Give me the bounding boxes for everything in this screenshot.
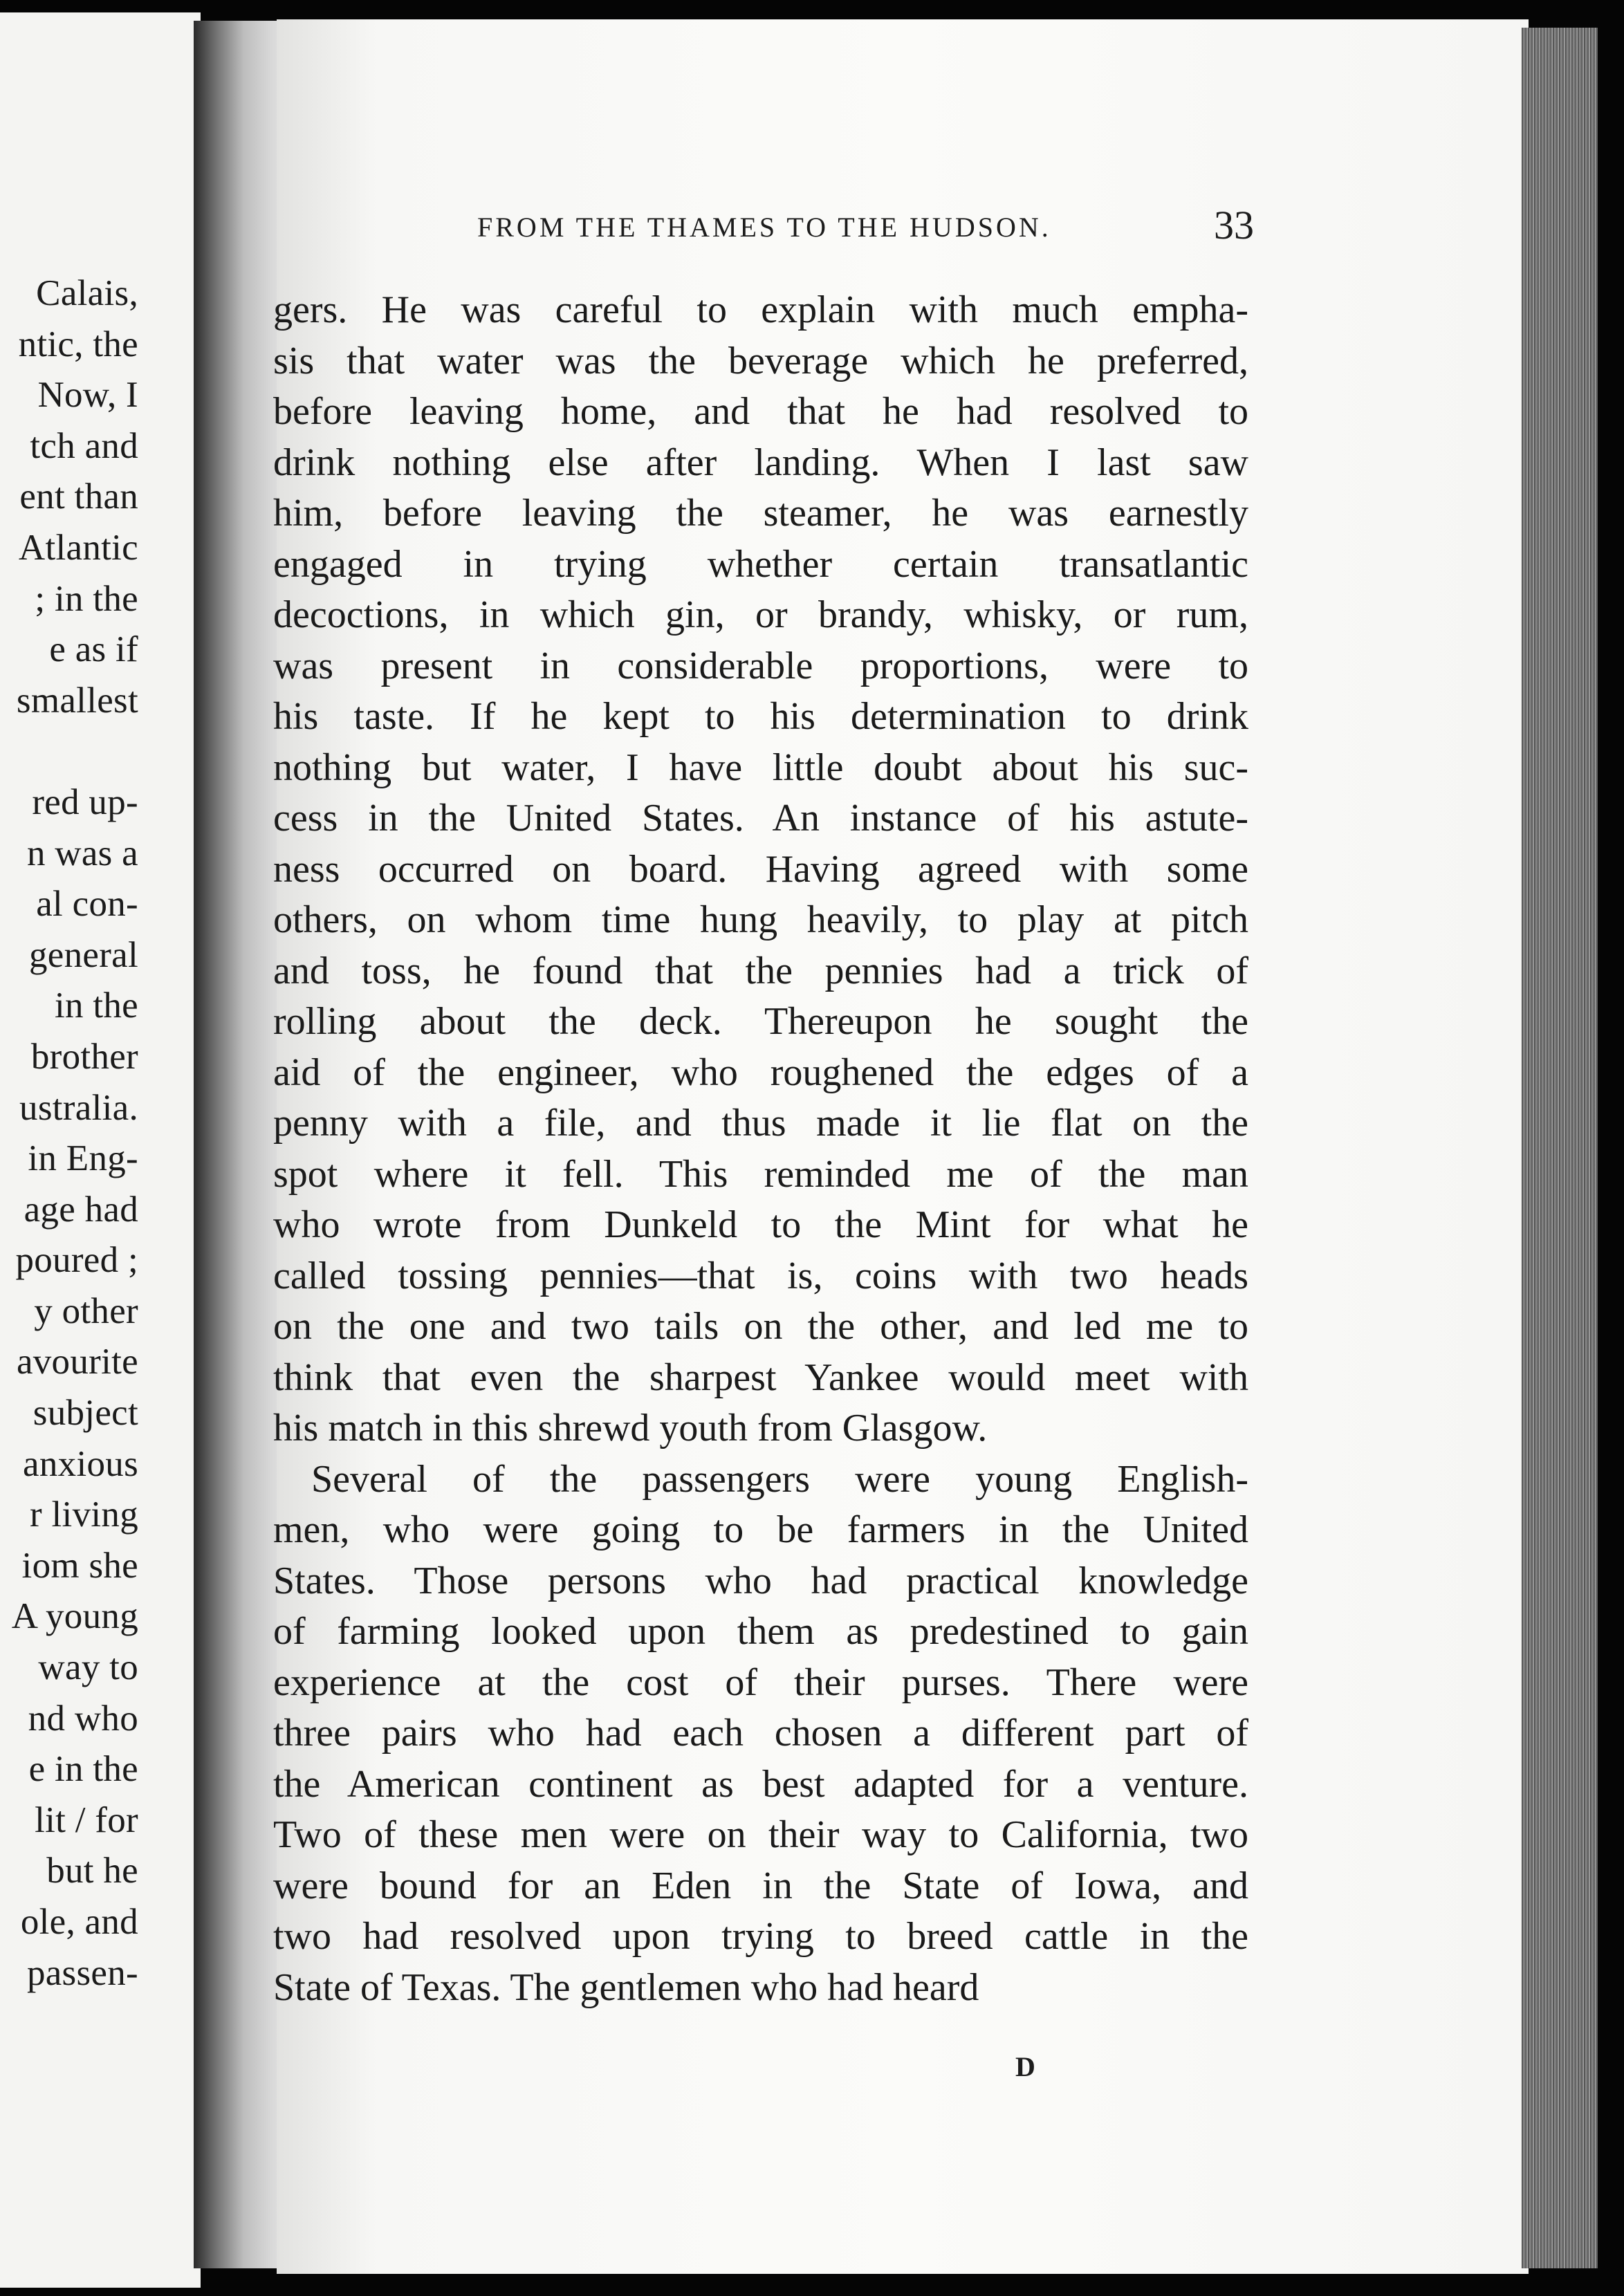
left-page-line: e in the — [28, 1749, 138, 1790]
left-page-line: way to — [38, 1647, 138, 1688]
text-line: and toss, he found that the pennies had a trick of — [273, 949, 1248, 992]
left-page-line: avourite — [16, 1342, 138, 1382]
signature-mark: D — [1015, 2051, 1035, 2082]
left-page-line: iom she — [21, 1545, 138, 1586]
left-page-line: ustralia. — [19, 1087, 138, 1128]
left-page-line: ntic, the — [18, 324, 138, 364]
page-number: 33 — [1214, 203, 1254, 248]
running-head: FROM THE THAMES TO THE HUDSON. — [477, 212, 1051, 243]
left-page-line: passen- — [26, 1952, 138, 1993]
text-line: of farming looked upon them as predestined to gain — [273, 1610, 1248, 1653]
text-line: decoctions, in which gin, or brandy, whisky, or rum, — [273, 593, 1248, 636]
left-page-line: tch and — [30, 425, 138, 466]
text-line: States. Those persons who had practical knowledge — [273, 1559, 1248, 1602]
text-line: him, before leaving the steamer, he was earnestly — [273, 492, 1248, 535]
text-line: three pairs who had each chosen a different part of — [273, 1712, 1248, 1755]
left-page-line: r living — [30, 1494, 138, 1535]
text-line: State of Texas. The gentlemen who had heard — [273, 1965, 979, 2009]
text-line: think that even the sharpest Yankee would meet with — [273, 1355, 1248, 1399]
left-page-line: age had — [24, 1189, 138, 1230]
left-page-line: poured ; — [15, 1240, 138, 1281]
text-line: ness occurred on board. Having agreed with some — [273, 847, 1248, 891]
text-line: others, on whom time hung heavily, to play at pitch — [273, 898, 1248, 941]
text-line: cess in the United States. An instance of his astute- — [273, 797, 1248, 840]
text-line: who wrote from Dunkeld to the Mint for what he — [273, 1203, 1248, 1246]
page-edges — [1522, 28, 1598, 2268]
text-line: his taste. If he kept to his determination to drink — [273, 695, 1248, 738]
text-line: were bound for an Eden in the State of Iowa, and — [273, 1864, 1248, 1907]
left-page-line: nd who — [28, 1698, 138, 1739]
text-line: before leaving home, and that he had resolved to — [273, 390, 1248, 433]
text-line: rolling about the deck. Thereupon he sought the — [273, 1000, 1248, 1043]
text-line: Two of these men were on their way to California, two — [273, 1813, 1248, 1856]
text-line: penny with a file, and thus made it lie flat on the — [273, 1102, 1248, 1145]
left-page-line: general — [28, 934, 138, 975]
text-line: the American continent as best adapted for a venture. — [273, 1762, 1248, 1806]
text-line: spot where it fell. This reminded me of the man — [273, 1152, 1248, 1196]
left-page-line: A young — [11, 1596, 138, 1637]
text-line: on the one and two tails on the other, and led me to — [273, 1305, 1248, 1348]
left-page-line: Atlantic — [18, 527, 138, 568]
text-line: Several of the passengers were young English- — [311, 1457, 1248, 1501]
left-page-line: n was a — [26, 833, 138, 873]
text-line: men, who were going to be farmers in the United — [273, 1508, 1248, 1551]
text-line: was present in considerable proportions, were to — [273, 644, 1248, 687]
text-line: engaged in trying whether certain transatlantic — [273, 542, 1248, 586]
left-page-line: in the — [54, 985, 138, 1026]
left-page-line — [0, 726, 138, 777]
left-page-line: smallest — [16, 680, 138, 721]
left-page-line: al con- — [36, 884, 138, 925]
left-page-line: ; in the — [35, 578, 138, 619]
text-line: his match in this shrewd youth from Glasgow. — [273, 1407, 988, 1450]
left-page-line: but he — [46, 1851, 138, 1891]
left-page-line: anxious — [23, 1443, 138, 1484]
body-text — [273, 285, 1248, 2013]
left-page-line: y other — [34, 1290, 138, 1331]
left-page-line: subject — [33, 1393, 138, 1434]
left-page-line: ent than — [19, 476, 138, 517]
text-line: sis that water was the beverage which he preferred, — [273, 339, 1248, 382]
text-line: aid of the engineer, who roughened the edges of a — [273, 1050, 1248, 1094]
text-line: drink nothing else after landing. When I last saw — [273, 441, 1248, 484]
left-page-line: brother — [30, 1036, 138, 1077]
text-line: experience at the cost of their purses. There were — [273, 1660, 1248, 1704]
left-page-line: red up- — [32, 781, 138, 822]
text-line: called tossing pennies—that is, coins with two heads — [273, 1254, 1248, 1297]
left-page-line: lit / for — [35, 1799, 138, 1840]
left-page-line: Calais, — [36, 273, 138, 313]
left-page-text — [0, 268, 138, 1999]
text-line: gers. He was careful to explain with much empha- — [273, 288, 1248, 331]
left-page-line: e as if — [49, 629, 138, 670]
left-facing-page — [0, 12, 201, 2288]
left-page-line: in Eng- — [28, 1138, 138, 1179]
left-page-line: Now, I — [37, 375, 138, 416]
text-line: nothing but water, I have little doubt about his suc- — [273, 746, 1248, 789]
left-page-line: ole, and — [20, 1902, 138, 1942]
text-line: two had resolved upon trying to breed cattle in the — [273, 1915, 1248, 1958]
